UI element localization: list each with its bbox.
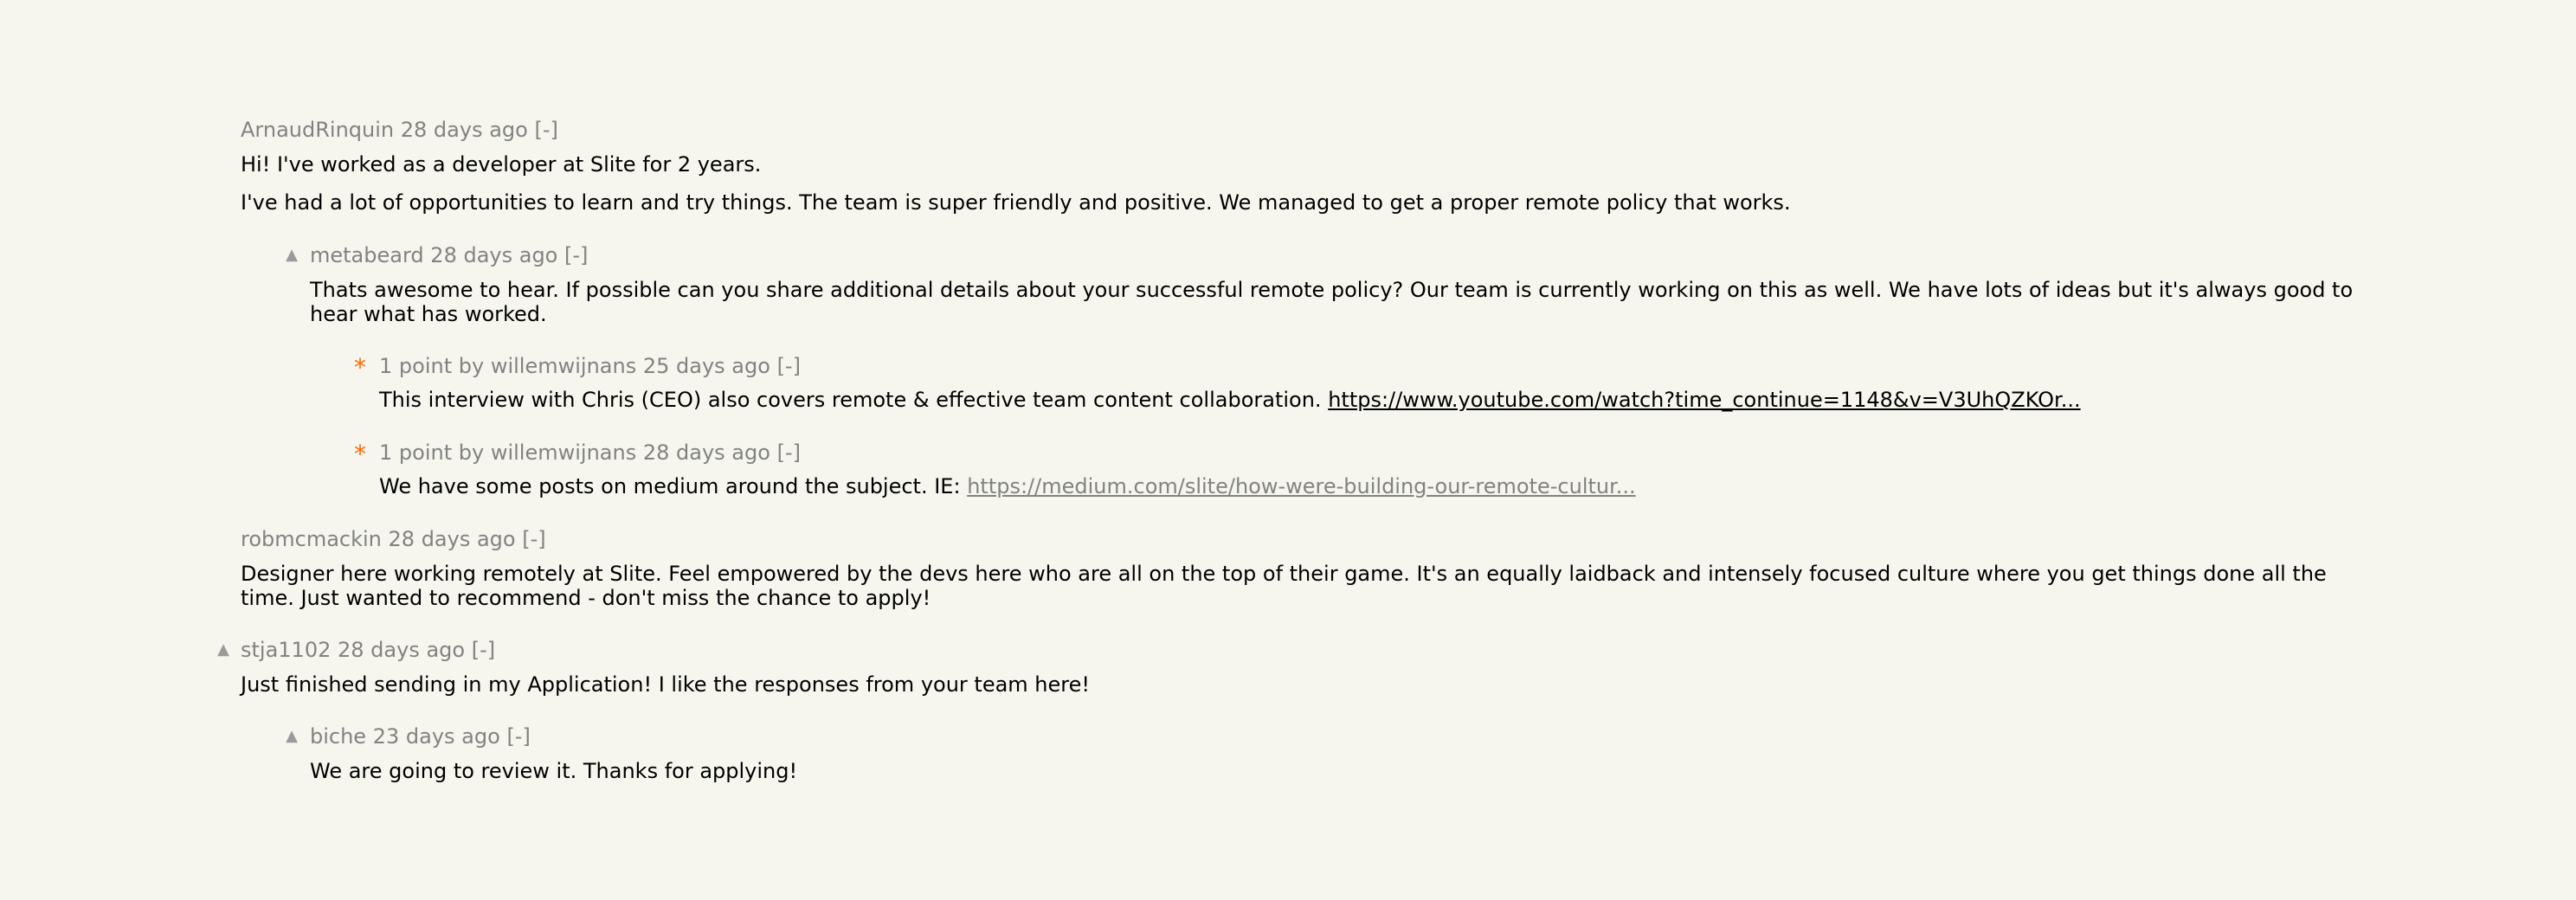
comment-username[interactable]: ArnaudRinquin	[241, 118, 395, 142]
comment-paragraph: I've had a lot of opportunities to learn and try things. The team is super friendly and positive. We managed to get a proper remote policy that works.	[241, 190, 1791, 215]
comment-points: 1 point	[379, 354, 453, 378]
comment-text: We have some posts on medium around the subject. IE:	[379, 474, 961, 498]
upvote-triangle-icon[interactable]: ▲	[286, 727, 298, 745]
collapse-toggle[interactable]: [-]	[564, 243, 589, 267]
comment-text: Just finished sending in my Application! I like the responses from your team here!	[241, 672, 1090, 697]
comment-username[interactable]: metabeard	[310, 243, 424, 267]
comment-text: This interview with Chris (CEO) also covers remote & effective team content collaboration.	[379, 388, 1322, 412]
collapse-toggle[interactable]: [-]	[776, 354, 801, 378]
collapse-toggle[interactable]: [-]	[471, 638, 496, 662]
comment-age[interactable]: 25 days ago	[642, 354, 770, 378]
comment-header	[241, 636, 495, 664]
comment-by: by	[458, 440, 485, 465]
comment-age[interactable]: 28 days ago	[430, 243, 558, 267]
comment-body	[241, 562, 2370, 610]
comment-paragraph: Hi! I've worked as a developer at Slite for 2 years.	[241, 152, 762, 177]
collapse-toggle[interactable]: [-]	[522, 527, 546, 551]
comment-header	[310, 241, 588, 269]
comment-link[interactable]: https://www.youtube.com/watch?time_continue=1148&v=V3UhQZKOr...	[1328, 388, 2081, 412]
comment-text: Designer here working remotely at Slite. Feel empowered by the devs here who are all on the top of their game. It's an equally laidback and intensely focused culture where you get things done all the time. Just wanted to recommend - don't miss the chance to apply!	[241, 562, 2327, 610]
comment-body	[379, 474, 2474, 498]
orange-asterisk-icon: *	[354, 440, 366, 468]
collapse-toggle[interactable]: [-]	[534, 118, 558, 142]
comment-age[interactable]: 28 days ago	[400, 118, 528, 142]
comment-age[interactable]: 28 days ago	[338, 638, 466, 662]
comment-body	[379, 388, 2474, 412]
comment-points: 1 point	[379, 440, 453, 465]
comment-header	[379, 439, 801, 466]
upvote-triangle-icon[interactable]: ▲	[217, 640, 229, 659]
comment-body	[310, 278, 2387, 326]
comment-age[interactable]: 28 days ago	[388, 527, 516, 551]
orange-asterisk-icon: *	[354, 353, 366, 382]
comment-body	[310, 759, 2387, 783]
comment-username[interactable]: biche	[310, 724, 367, 749]
comment-username[interactable]: willemwijnans	[490, 354, 637, 378]
comment-header	[379, 352, 801, 380]
comment-link[interactable]: https://medium.com/slite/how-were-building-our-remote-cultur...	[967, 474, 1636, 498]
collapse-toggle[interactable]: [-]	[506, 724, 531, 749]
comment-body	[241, 152, 2370, 215]
comment-age[interactable]: 23 days ago	[372, 724, 500, 749]
comment-username[interactable]: robmcmackin	[241, 527, 382, 551]
collapse-toggle[interactable]: [-]	[776, 440, 801, 465]
comment-header	[310, 723, 531, 750]
upvote-triangle-icon[interactable]: ▲	[286, 246, 298, 264]
comment-text: Thats awesome to hear. If possible can you share additional details about your successful remote policy? Our team is currently working on this as well. We have lots of ideas but it's always good to hear what has worked.	[310, 278, 2354, 326]
comment-text: We are going to review it. Thanks for applying!	[310, 759, 798, 783]
comment-by: by	[458, 354, 485, 378]
comment-username[interactable]: stja1102	[241, 638, 332, 662]
comment-header	[241, 525, 546, 553]
comment-age[interactable]: 28 days ago	[642, 440, 770, 465]
comment-body	[241, 672, 2370, 697]
comment-header	[241, 116, 558, 144]
comment-username[interactable]: willemwijnans	[490, 440, 637, 465]
